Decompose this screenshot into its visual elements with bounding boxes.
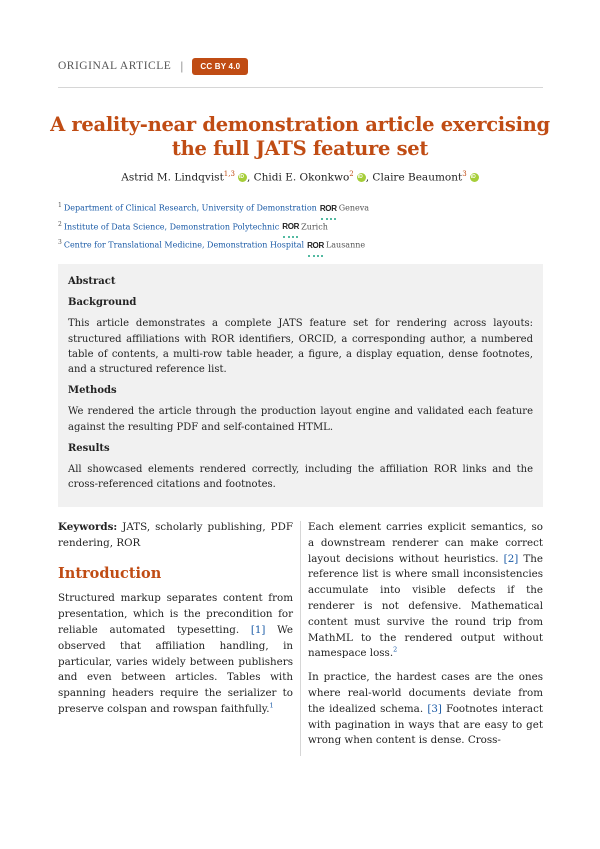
- affiliation-item: [58, 235, 369, 254]
- affiliation-institution-link[interactable]: Institute of Data Science, Demonstration Polytechnic: [63, 222, 280, 232]
- paragraph-text: In practice, the hardest cases are the ones where real-world documents deviate from the idealized schema.: [308, 671, 543, 715]
- affiliation-number: 3: [58, 239, 62, 247]
- author-separator: ,: [246, 171, 254, 184]
- affiliation-list: [58, 198, 369, 254]
- keywords: [58, 520, 293, 552]
- keywords-label: Keywords:: [58, 521, 118, 533]
- body-paragraph: [308, 520, 543, 662]
- abstract-background-text: This article demonstrates a complete JATS feature set for rendering across layouts: structured affiliations with ROR identifiers, ORCID, a corresponding author, a numbered table of contents, a multi-row table header, a figure, a display equation, dense footnotes, and a structured reference list.: [68, 318, 533, 376]
- abstract-results-heading: Results: [68, 442, 110, 454]
- article-header: [58, 57, 248, 75]
- paragraph-text: The reference list is where small inconsistencies accumulate into visible defects if the renderer is not defensive. Mathematical content must survive the round trip from MathML to the rendered output without namespace loss.: [308, 552, 543, 660]
- author-name[interactable]: Chidi E. Okonkwo: [253, 171, 350, 184]
- abstract-methods-heading: Methods: [68, 385, 117, 397]
- author-name[interactable]: Astrid M. Lindqvist: [121, 171, 224, 184]
- affiliation-number: 2: [58, 220, 62, 228]
- author-affiliation-ref[interactable]: 3: [462, 170, 467, 178]
- column-divider: [300, 521, 301, 756]
- citation-link[interactable]: [2]: [503, 552, 519, 565]
- abstract-box: [58, 264, 543, 507]
- paragraph-text: Each element carries explicit semantics, so a downstream renderer can make correct layout decisions without heuristics.: [308, 521, 543, 565]
- footnote-ref[interactable]: 1: [269, 701, 274, 710]
- body-column-right: [308, 520, 543, 757]
- ror-icon[interactable]: ROR: [320, 201, 337, 217]
- affiliation-city: Zurich: [301, 222, 328, 232]
- author-separator: ,: [365, 171, 373, 184]
- paragraph-text: We observed that affiliation handling, in particular, varies widely between publishers and even between articles. Tables with spanning headers require the serializer to preserve colspan and rowspan faithfully.: [58, 623, 293, 715]
- ror-icon[interactable]: ROR: [307, 238, 324, 254]
- ror-icon[interactable]: ROR: [282, 219, 299, 235]
- citation-link[interactable]: [1]: [250, 623, 266, 636]
- author-name[interactable]: Claire Beaumont: [372, 171, 463, 184]
- paragraph-text: Structured markup separates content from presentation, which is the precondition for reliable automated typesetting.: [58, 592, 293, 636]
- affiliation-city: Lausanne: [325, 240, 366, 250]
- abstract-results-text: All showcased elements rendered correctly, including the affiliation ROR links and the cross-referenced citations and footnotes.: [68, 464, 533, 491]
- license-badge[interactable]: CC BY 4.0: [192, 58, 248, 75]
- article-type: ORIGINAL ARTICLE: [58, 60, 172, 72]
- affiliation-institution-link[interactable]: Department of Clinical Research, University of Demonstration: [63, 203, 317, 213]
- abstract-heading: Abstract: [68, 276, 116, 287]
- header-rule: [58, 87, 543, 88]
- orcid-icon[interactable]: [238, 173, 247, 182]
- citation-link[interactable]: [3]: [427, 702, 442, 715]
- article-title: A reality-near demonstration article exercising the full JATS feature set: [50, 113, 550, 160]
- affiliation-item: [58, 198, 369, 217]
- author-affiliation-ref[interactable]: 1,3: [223, 170, 235, 178]
- footnote-ref[interactable]: 2: [393, 645, 398, 654]
- section-heading-introduction: Introduction: [58, 564, 162, 582]
- body-paragraph: [308, 670, 543, 749]
- body-paragraph: [58, 591, 293, 717]
- orcid-icon[interactable]: [470, 173, 479, 182]
- abstract-background-heading: Background: [68, 297, 137, 309]
- keywords-text: JATS, scholarly publishing, PDF rendering, ROR: [58, 521, 293, 549]
- author-affiliation-ref[interactable]: 2: [349, 170, 354, 178]
- paragraph-text: Footnotes interact with pagination in ways that are easy to get wrong when content is dense. Cross-: [308, 702, 543, 747]
- body-column-left: [58, 520, 293, 726]
- author-list: [40, 170, 560, 184]
- header-separator: |: [180, 59, 184, 73]
- orcid-icon[interactable]: [357, 173, 366, 182]
- affiliation-number: 1: [58, 202, 62, 209]
- abstract-methods-text: We rendered the article through the production layout engine and validated each feature against the resulting PDF and self-contained HTML.: [68, 406, 533, 433]
- affiliation-city: Geneva: [338, 203, 370, 213]
- affiliation-institution-link[interactable]: Centre for Translational Medicine, Demonstration Hospital: [63, 240, 305, 250]
